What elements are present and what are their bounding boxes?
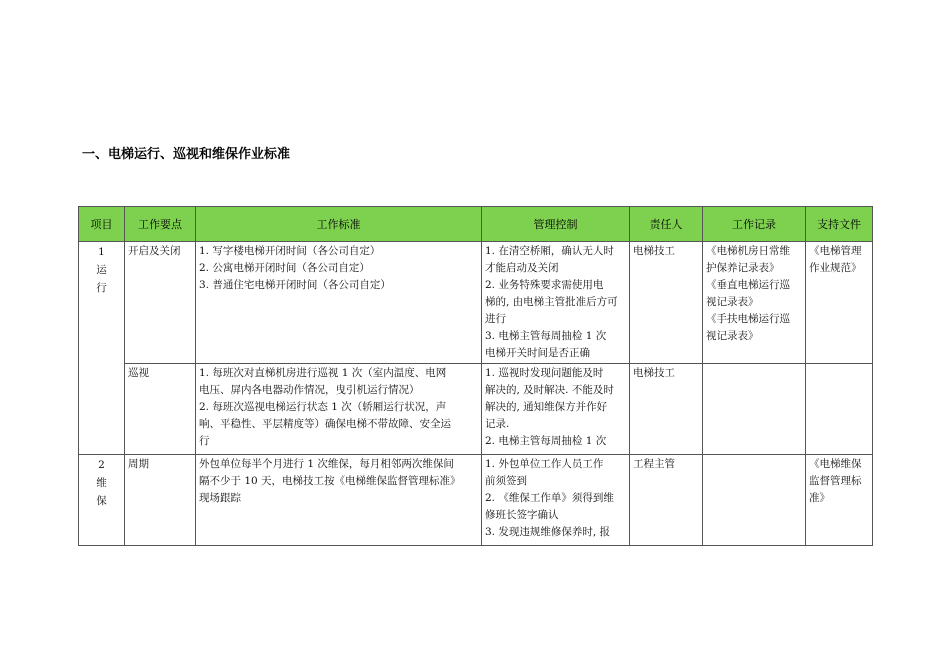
header-control: 管理控制 (482, 207, 630, 242)
standard-cell: 1. 写字楼电梯开闭时间（各公司自定） 2. 公寓电梯开闭时间（各公司自定） 3. 普通住宅电梯开闭时间（各公司自定） (196, 242, 482, 364)
header-record: 工作记录 (703, 207, 806, 242)
header-person: 责任人 (630, 207, 703, 242)
control-cell: 1. 巡视时发现问题能及时 解决的, 及时解决. 不能及时 解决的, 通知维保方并作好 记录. 2. 电梯主管每周抽检 1 次 (482, 364, 630, 455)
record-cell (703, 364, 806, 455)
person-cell: 电梯技工 (630, 242, 703, 364)
page-title: 一、电梯运行、巡视和维保作业标准 (82, 147, 291, 162)
person-cell: 工程主管 (630, 455, 703, 546)
record-cell (703, 455, 806, 546)
table-row (79, 455, 873, 546)
point-cell: 开启及关闭 (125, 242, 196, 364)
header-item: 项目 (79, 207, 125, 242)
table-row (79, 242, 873, 364)
table-header-row (79, 207, 873, 242)
standard-cell: 1. 每班次对直梯机房进行巡视 1 次（室内温度、电网 电压、屏内各电器动作情况，曳引机运行情况） 2. 每班次巡视电梯运行状态 1 次（轿厢运行状况，声 响、平稳性、平层精度等）确保电梯不带故障、安全运 行 (196, 364, 482, 455)
support-cell: 《电梯维保 监督管理标 准》 (806, 455, 873, 546)
standard-cell: 外包单位每半个月进行 1 次维保，每月相邻两次维保间 隔不少于 10 天，电梯技工按《电梯维保监督管理标准》 现场跟踪 (196, 455, 482, 546)
operation-standard-table (78, 206, 873, 546)
support-cell (806, 364, 873, 455)
control-cell: 1. 外包单位工作人员工作 前须签到 2. 《维保工作单》须得到维 修班长签字确认 3. 发现违规维修保养时, 报 (482, 455, 630, 546)
header-support: 支持文件 (806, 207, 873, 242)
item-cell: 1 运 行 (79, 242, 125, 455)
table-row (79, 364, 873, 455)
item-cell: 2 维 保 (79, 455, 125, 546)
person-cell: 电梯技工 (630, 364, 703, 455)
header-standard: 工作标准 (196, 207, 482, 242)
point-cell: 巡视 (125, 364, 196, 455)
support-cell: 《电梯管理 作业规范》 (806, 242, 873, 364)
record-cell: 《电梯机房日常维 护保养记录表》 《垂直电梯运行巡 视记录表》 《手扶电梯运行巡 视记录表》 (703, 242, 806, 364)
point-cell: 周期 (125, 455, 196, 546)
control-cell: 1. 在清空桥厢，确认无人时 才能启动及关闭 2. 业务特殊要求需使用电 梯的, 由电梯主管批准后方可 进行 3. 电梯主管每周抽检 1 次 电梯开关时间是否正确 (482, 242, 630, 364)
header-point: 工作要点 (125, 207, 196, 242)
